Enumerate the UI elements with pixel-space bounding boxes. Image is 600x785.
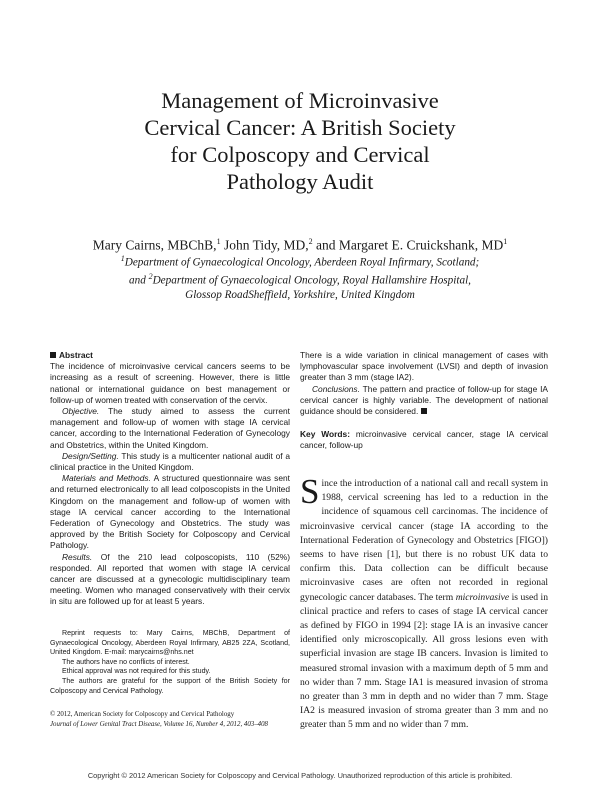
objective-text: The study aimed to assess the current management and follow-up of women with stage IA cervical cancer, according to the International Federation of Gynecology and Obstetrics, within the United Kingdom. (50, 406, 290, 450)
affiliation-line: Department of Gynaecological Oncology, Royal Hallamshire Hospital, (152, 274, 471, 287)
results-label: Results. (62, 551, 93, 562)
journal-info (50, 710, 290, 729)
footnote-acknowledgment: The authors are grateful for the support of the British Society for Colposcopy and Cervical Pathology. (50, 676, 290, 695)
author-name: Mary Cairns, MBChB, (92, 237, 217, 253)
journal-citation: Journal of Lower Genital Tract Disease, Volume 16, Number 4, 2012, 403–408 (50, 720, 269, 728)
abstract-design (50, 451, 290, 473)
abstract-results-continued: There is a wide variation in clinical management of cases with lymphovascular space involvement (LVSI) and depth of invasion greater than 3 mm (stage IA2). (300, 350, 548, 383)
author-name: and Margaret E. Cruickshank, MD (315, 237, 504, 253)
objective-label: Objective. (62, 406, 100, 417)
copyright-notice: Copyright © 2012 American Society for Colposcopy and Cervical Pathology. Unauthorized reproduction of this article is prohibited. (87, 771, 513, 780)
abstract-objective (50, 406, 290, 451)
title-line: for Colposcopy and Cervical (170, 142, 430, 167)
design-text: This study is a multicenter national audit of a clinical practice in the United Kingdom. (50, 450, 290, 473)
square-bullet-icon (50, 352, 56, 358)
conclusions-label: Conclusions. (312, 383, 360, 394)
title-line: Cervical Cancer: A British Society (144, 115, 456, 140)
methods-label: Materials and Methods. (62, 473, 151, 484)
abstract-conclusions (300, 384, 548, 418)
footnote-reprint: Reprint requests to: Mary Cairns, MBChB, Department of Gynaecological Oncology, Aberdeen Royal Infirmary, AB25 2ZA, Scotland, United Kingdom. E-mail: marycairns@nhs.net (50, 629, 290, 657)
body-text (300, 472, 549, 733)
journal-copyright: © 2012, American Society for Colposcopy and Cervical Pathology (50, 711, 235, 718)
article-title (60, 87, 540, 195)
end-square-icon (421, 408, 427, 414)
affiliations (60, 252, 540, 302)
abstract-heading-text: Abstract (59, 350, 93, 360)
abstract-methods (50, 473, 290, 551)
author-affil-marker: 1 (216, 237, 221, 246)
affiliation-line: Department of Gynaecological Oncology, Aberdeen Royal Infirmary, Scotland; (124, 256, 480, 269)
keywords-text: microinvasive cervical cancer, stage IA cervical cancer, follow-up (300, 429, 549, 451)
footnotes (50, 629, 290, 696)
author-affil-marker: 2 (308, 237, 313, 246)
abstract-intro: The incidence of microinvasive cervical cancers seems to be increasing as a result of screening. However, there is little national or international guidance on best management or follow-up of women treated with conservation of the cervix. (50, 361, 290, 405)
body-text-part: ince the introduction of a national call and recall system in 1988, cervical screening has led to a reduction in the incidence of squamous cell carcinomas. The incidence of microinvasive cervical cancer (stage IA according to the International Federation of Gynecology and Obstetrics [FIGO]) seems to have risen [1], but there is no robust UK data to confirm this. Data collection can be difficult because microinvasive cases are often not recorded in regional gynecologic cancer databases. The term (300, 478, 548, 603)
abstract-left-column (50, 350, 290, 608)
body-text-part: is used in clinical practice and refers to cases of stage IA cervical cancer as defined by FIGO in 1994 [2]: stage IA is an invasive cancer identified only microscopically. All gross lesions even with superficial invasion are stage IB cancers. Invasion is limited to measured stromal invasion with a maximum depth of 5 mm and no wider than 7 mm. Stage IA1 is measured invasion of stroma no greater than 3 mm in depth and no wider than 7 mm. Stage IA2 is measured invasion of stroma greater than 3 mm and no greater than 5 mm and no wider than 7 mm. (300, 591, 549, 731)
footnote-conflicts: The authors have no conflicts of interest. (62, 657, 190, 666)
conclusions-text: The pattern and practice of follow-up for stage IA cervical cancer is highly variable. The development of national guidance should be considered. (300, 383, 549, 417)
abstract-heading (50, 350, 290, 361)
methods-text: A structured questionnaire was sent and returned electronically to all lead colposcopists in the United Kingdom on the management and follow-up of women with stage IA cervical cancer according to the International Federation of Gynecology and Obstetrics. The study was approved by the British Society for Colposcopy and Cervical Pathology. (50, 473, 290, 551)
footnote-ethical: Ethical approval was not required for this study. (62, 667, 211, 676)
drop-cap: S (300, 472, 320, 511)
keywords (300, 429, 548, 451)
body-term: microinvasive (455, 591, 510, 603)
title-line: Management of Microinvasive (161, 88, 439, 113)
design-label: Design/Setting. (62, 450, 119, 461)
abstract-results (50, 552, 290, 608)
affiliation-and: and (129, 274, 146, 287)
author-name: John Tidy, MD, (223, 237, 309, 253)
title-line: Pathology Audit (226, 169, 374, 194)
author-affil-marker: 1 (503, 237, 508, 246)
abstract-right-column (300, 350, 548, 452)
affil-marker: 1 (120, 254, 125, 263)
affiliation-line: Glossop RoadSheffield, Yorkshire, United Kingdom (185, 289, 415, 302)
affil-marker: 2 (148, 272, 153, 282)
keywords-label: Key Words: (300, 429, 350, 440)
body-paragraph (300, 472, 549, 733)
results-text: Of the 210 lead colposcopists, 110 (52%) responded. All reported that women with stage IA cervical cancer are discussed at a gynecologic multidisciplinary team meeting. Women who managed conservatively with their cervix in situ are followed up for at least 5 years. (50, 551, 290, 607)
